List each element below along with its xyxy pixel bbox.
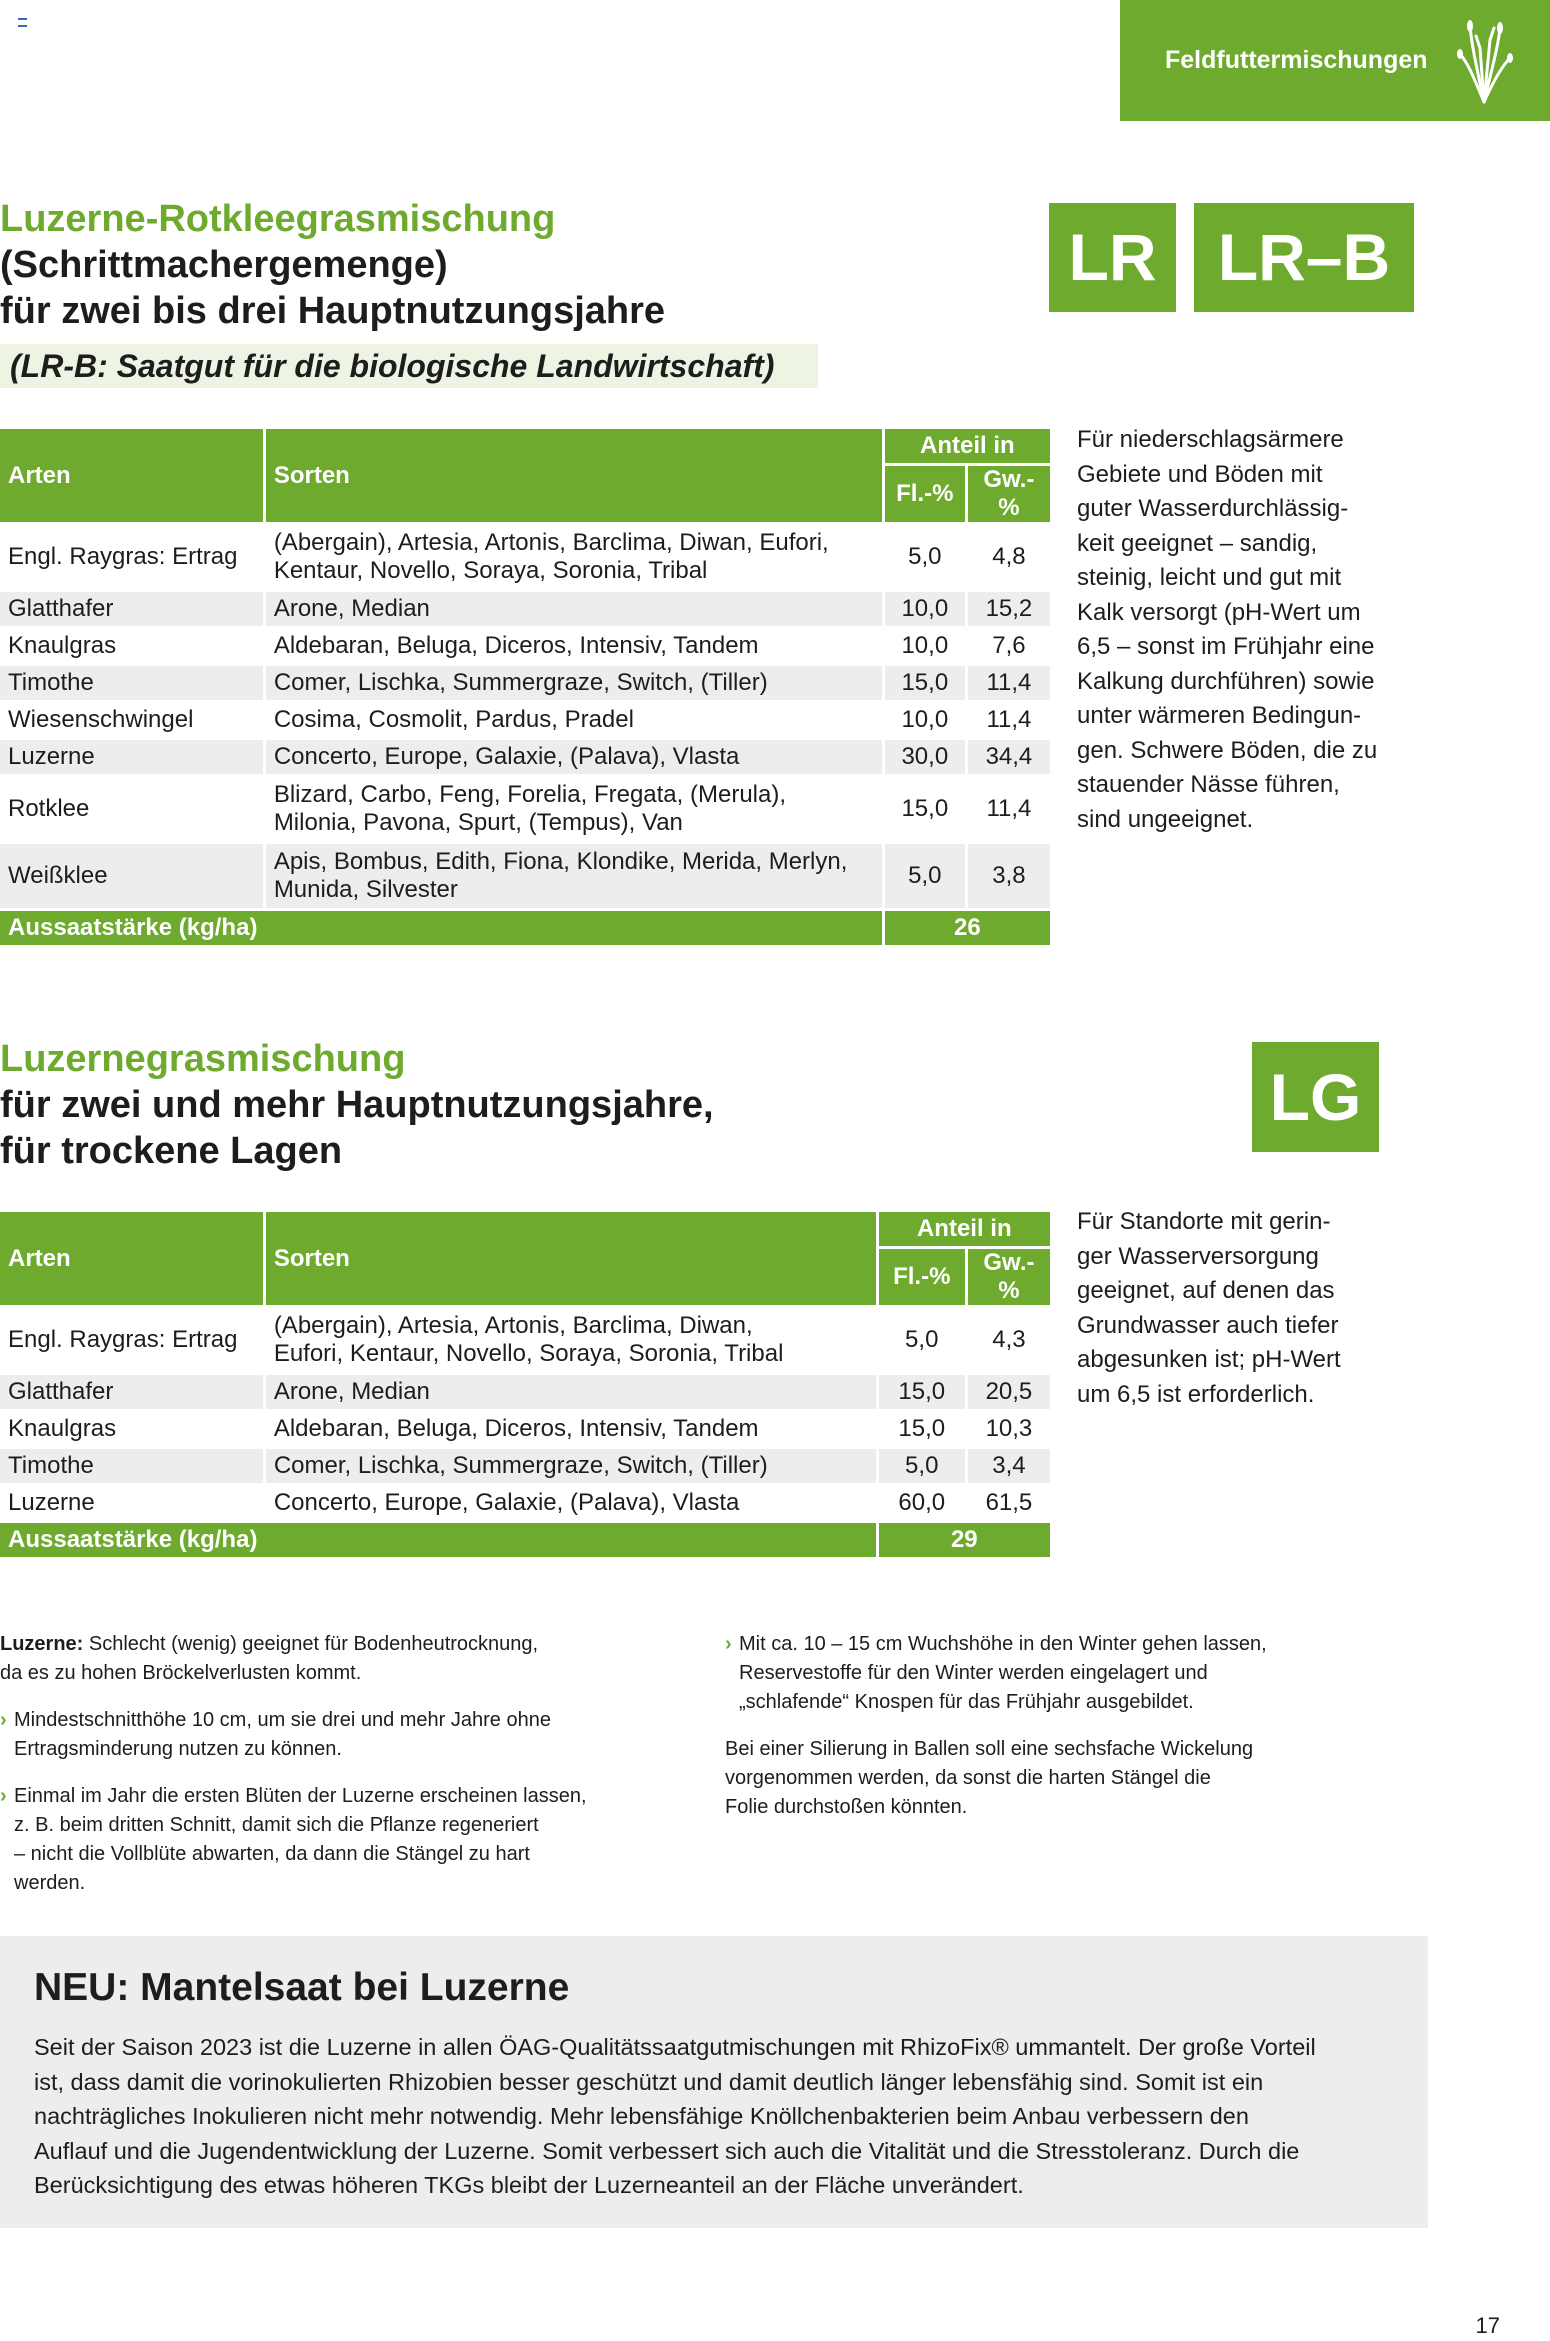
col-header-fl: Fl.-% [885,466,965,522]
section1-title-line2: (Schrittmachergemenge) [0,244,448,286]
grass-plant-icon [1450,18,1518,104]
col-header-gw: Gw.-% [968,1249,1050,1305]
page-number: 17 [1475,2313,1500,2338]
cell-fl: 10,0 [885,703,965,737]
info-box [0,1936,1428,2228]
cell-gw: 61,5 [968,1486,1050,1520]
notes-right [725,1630,1405,1840]
badge-lr: LR [1049,203,1176,312]
cell-art: Glatthafer [0,592,263,626]
cell-sorten: Arone, Median [266,592,882,626]
cell-gw: 11,4 [968,703,1050,737]
badge-lg: LG [1252,1042,1379,1152]
note-bullet: › Einmal im Jahr die ersten Blüten der Luzerne erscheinen lassen, z. B. beim dritten Schnitt, damit sich die Pflanze regeneriert – nicht die Vollblüte abwarten, da dann die Stängel zu hart werden. [0,1785,587,1894]
cell-sorten: (Abergain), Artesia, Artonis, Barclima, Diwan, Eufori, Kentaur, Novello, Soraya, Soronia, Tribal [266,1308,876,1372]
table-row [0,1375,1050,1409]
section1-subtitle-band [0,344,818,388]
col-header-anteil: Anteil in [879,1212,1050,1246]
cell-art: Knaulgras [0,1412,263,1446]
cell-sorten: Arone, Median [266,1375,876,1409]
section1-title-green: Luzerne-Rotkleegrasmischung [0,198,556,240]
table-row [0,525,1050,589]
col-header-arten: Arten [0,1212,263,1305]
cell-fl: 15,0 [879,1412,965,1446]
table-row [0,1412,1050,1446]
cell-art: Timothe [0,1449,263,1483]
col-header-sorten: Sorten [266,429,882,522]
note-bullet: › Mindestschnitthöhe 10 cm, um sie drei und mehr Jahre ohne Ertragsminderung nutzen zu können. [0,1709,551,1760]
table-row [0,844,1050,908]
section1-table [0,426,1053,948]
category-label: Feldfuttermischungen [1165,46,1428,74]
table-row [0,777,1050,841]
cell-sorten: (Abergain), Artesia, Artonis, Barclima, Diwan, Eufori, Kentaur, Novello, Soraya, Soronia, Tribal [266,525,882,589]
col-header-arten: Arten [0,429,263,522]
section2-table [0,1209,1053,1560]
cell-sorten: Aldebaran, Beluga, Diceros, Intensiv, Tandem [266,629,882,663]
col-header-anteil: Anteil in [885,429,1050,463]
col-header-fl: Fl.-% [879,1249,965,1305]
cell-art: Glatthafer [0,1375,263,1409]
section1-title [0,196,900,334]
cell-art: Engl. Raygras: Ertrag [0,525,263,589]
table-row [0,666,1050,700]
cell-art: Luzerne [0,1486,263,1520]
badge-lr-b: LR–B [1194,203,1414,312]
section2-title-green: Luzernegrasmischung [0,1038,406,1080]
table-row [0,1308,1050,1372]
section1-subtitle: (LR-B: Saatgut für die biologische Landwirtschaft) [10,348,775,384]
footer-value: 29 [879,1523,1050,1557]
info-box-text: Seit der Saison 2023 ist die Luzerne in allen ÖAG-Qualitätssaatgutmischungen mit RhizoFix® ummantelt. Der große Vorteil ist, dass damit die vorinokulierten Rhizobien besser geschützt und damit deutlich länger lebensfähig sind. Somit ist ein nachträgliches Inokulieren nicht mehr notwendig. Mehr lebensfähige Knöllchenbakterien beim Anbau verbessern den Auflauf und die Jugendentwicklung der Luzerne. Somit verbessert sich auch die Vitalität und die Stresstoleranz. Durch die Berücksichtigung des etwas höheren TKGs bleibt der Luzerneanteil an der Fläche unverändert. [34,2034,1316,2198]
col-header-gw: Gw.-% [968,466,1050,522]
cell-sorten: Comer, Lischka, Summergraze, Switch, (Tiller) [266,1449,876,1483]
cell-sorten: Blizard, Carbo, Feng, Forelia, Fregata, (Merula), Milonia, Pavona, Spurt, (Tempus), Van [266,777,882,841]
col-header-sorten: Sorten [266,1212,876,1305]
cell-art: Luzerne [0,740,263,774]
footer-label: Aussaatstärke (kg/ha) [0,911,882,945]
table-row [0,703,1050,737]
table-row [0,740,1050,774]
section2-title-line3: für trockene Lagen [0,1130,343,1172]
cell-gw: 3,8 [968,844,1050,908]
section2-side-text: Für Standorte mit gerin- ger Wasserversorgung geeignet, auf denen das Grundwasser auch tiefer abgesunken ist; pH-Wert um 6,5 ist erforderlich. [1077,1208,1341,1408]
cell-sorten: Cosima, Cosmolit, Pardus, Pradel [266,703,882,737]
note-intro: Luzerne: Schlecht (wenig) geeignet für Bodenheutrocknung, da es zu hohen Bröckelverlusten kommt. [0,1633,539,1684]
cell-fl: 5,0 [879,1308,965,1372]
cell-fl: 10,0 [885,592,965,626]
cell-fl: 30,0 [885,740,965,774]
cell-gw: 11,4 [968,777,1050,841]
cell-sorten: Concerto, Europe, Galaxie, (Palava), Vlasta [266,740,882,774]
cell-gw: 11,4 [968,666,1050,700]
section1-side-text: Für niederschlagsärmere Gebiete und Böden mit guter Wasserdurchlässig- keit geeignet – sandig, steinig, leicht und gut mit Kalk versorgt (pH-Wert um 6,5 – sonst im Frühjahr eine Kalkung durchführen) sowie unter wärmeren Bedingun- gen. Schwere Böden, die zu stauender Nässe führen, sind ungeeignet. [1077,426,1378,833]
cell-gw: 34,4 [968,740,1050,774]
menu-icon [18,18,27,27]
cell-sorten: Comer, Lischka, Summergraze, Switch, (Tiller) [266,666,882,700]
table-row [0,1449,1050,1483]
cell-fl: 15,0 [879,1375,965,1409]
cell-fl: 15,0 [885,777,965,841]
cell-gw: 3,4 [968,1449,1050,1483]
cell-gw: 4,3 [968,1308,1050,1372]
table-row [0,1486,1050,1520]
info-box-title: NEU: Mantelsaat bei Luzerne [34,1966,570,2009]
cell-fl: 15,0 [885,666,965,700]
cell-art: Engl. Raygras: Ertrag [0,1308,263,1372]
cell-art: Rotklee [0,777,263,841]
cell-fl: 60,0 [879,1486,965,1520]
cell-gw: 10,3 [968,1412,1050,1446]
section2-title-line2: für zwei und mehr Hauptnutzungsjahre, [0,1084,714,1126]
note-bullet: › Mit ca. 10 – 15 cm Wuchshöhe in den Winter gehen lassen, Reservestoffe für den Winter werden eingelagert und „schlafende“ Knospen für das Frühjahr ausgebildet. [725,1633,1267,1713]
section1-title-line3: für zwei bis drei Hauptnutzungsjahre [0,290,666,332]
cell-fl: 5,0 [885,844,965,908]
section2-title [0,1036,900,1174]
note-paragraph: Bei einer Silierung in Ballen soll eine sechsfache Wickelung vorgenommen werden, da sonst die harten Stängel die Folie durchstoßen könnten. [725,1738,1254,1818]
cell-gw: 7,6 [968,629,1050,663]
notes-left [0,1630,680,1916]
cell-gw: 4,8 [968,525,1050,589]
cell-fl: 10,0 [885,629,965,663]
cell-art: Wiesenschwingel [0,703,263,737]
footer-value: 26 [885,911,1050,945]
cell-art: Weißklee [0,844,263,908]
cell-gw: 15,2 [968,592,1050,626]
table-row [0,629,1050,663]
cell-sorten: Apis, Bombus, Edith, Fiona, Klondike, Merida, Merlyn, Munida, Silvester [266,844,882,908]
cell-fl: 5,0 [885,525,965,589]
cell-art: Timothe [0,666,263,700]
cell-fl: 5,0 [879,1449,965,1483]
table-row [0,592,1050,626]
cell-art: Knaulgras [0,629,263,663]
cell-sorten: Concerto, Europe, Galaxie, (Palava), Vlasta [266,1486,876,1520]
category-tab [1120,0,1550,121]
cell-gw: 20,5 [968,1375,1050,1409]
cell-sorten: Aldebaran, Beluga, Diceros, Intensiv, Tandem [266,1412,876,1446]
footer-label: Aussaatstärke (kg/ha) [0,1523,876,1557]
